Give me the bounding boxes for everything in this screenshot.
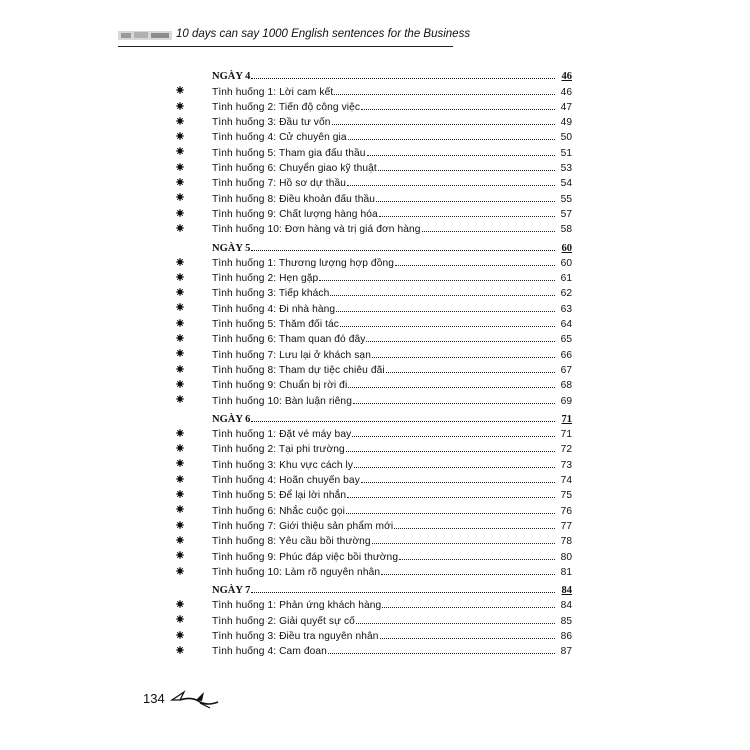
entry-page: 51 — [560, 147, 572, 159]
entry-label: Tình huống 9: Chất lượng hàng hóa — [212, 208, 378, 220]
table-of-contents — [176, 64, 572, 657]
toc-entry — [176, 128, 572, 143]
entry-page: 57 — [560, 208, 572, 220]
entry-page: 74 — [560, 475, 572, 487]
entry-label: Tình huống 10: Đơn hàng và trị giá đơn hàng — [212, 224, 421, 236]
toc-entry — [176, 330, 572, 345]
flower-bullet-icon — [176, 429, 184, 437]
toc-entry — [176, 113, 572, 128]
entry-page: 80 — [560, 551, 572, 563]
entry-page: 60 — [560, 257, 572, 269]
dot-leader — [361, 109, 555, 110]
dot-leader — [347, 497, 555, 498]
flower-bullet-icon — [176, 444, 184, 452]
flower-bullet-icon — [176, 178, 184, 186]
flower-bullet-icon — [176, 521, 184, 529]
entry-page: 53 — [560, 163, 572, 175]
dot-leader — [367, 155, 555, 156]
dot-leader — [330, 295, 555, 296]
flower-bullet-icon — [176, 505, 184, 513]
entry-page: 84 — [560, 600, 572, 612]
entry-label: Tình huống 4: Cử chuyên gia — [212, 132, 347, 144]
flower-bullet-icon — [176, 365, 184, 373]
flower-bullet-icon — [176, 258, 184, 266]
toc-entry — [176, 642, 572, 657]
toc-entry — [176, 425, 572, 440]
bird-ornament-icon — [170, 686, 220, 710]
flower-bullet-icon — [176, 86, 184, 94]
flower-bullet-icon — [176, 615, 184, 623]
dot-leader — [346, 513, 555, 514]
toc-entry — [176, 596, 572, 611]
entry-page: 81 — [560, 566, 572, 578]
toc-entry — [176, 517, 572, 532]
dot-leader — [334, 94, 555, 95]
flower-bullet-icon — [176, 224, 184, 232]
entry-label: Tình huống 3: Khu vực cách ly — [212, 459, 354, 471]
entry-label: Tình huống 2: Tiến độ công việc — [212, 101, 361, 113]
toc-entry — [176, 455, 572, 470]
entry-page: 62 — [560, 288, 572, 300]
section-heading — [176, 581, 572, 596]
dot-leader — [347, 185, 555, 186]
header-title: 10 days can say 1000 English sentences for the Business — [176, 28, 471, 40]
dot-leader — [378, 170, 555, 171]
entry-label: Tình huống 1: Thương lượng hợp đồng — [212, 257, 394, 269]
flower-bullet-icon — [176, 475, 184, 483]
toc-entry — [176, 269, 572, 284]
dot-leader — [352, 436, 555, 437]
entry-label: Tình huống 3: Đầu tư vốn — [212, 117, 331, 129]
toc-entry — [176, 299, 572, 314]
toc-entry — [176, 254, 572, 269]
dot-leader — [379, 216, 555, 217]
entry-label: Tình huống 7: Giới thiệu sản phẩm mới — [212, 520, 394, 532]
section-page: 60 — [561, 242, 572, 254]
toc-entry — [176, 174, 572, 189]
entry-page: 46 — [560, 86, 572, 98]
entry-label: Tình huống 7: Hồ sơ dự thầu — [212, 178, 347, 190]
entry-label: Tình huống 5: Để lại lời nhắn — [212, 490, 347, 502]
dot-leader — [354, 467, 555, 468]
dot-leader — [381, 574, 555, 575]
section-page: 71 — [561, 413, 572, 425]
entry-label: Tình huống 4: Hoãn chuyến bay — [212, 475, 360, 487]
dot-leader — [348, 139, 555, 140]
flower-bullet-icon — [176, 117, 184, 125]
toc-entry — [176, 284, 572, 299]
entry-label: Tình huống 10: Bàn luận riêng — [212, 395, 352, 407]
entry-page: 68 — [560, 380, 572, 392]
toc-entry — [176, 376, 572, 391]
entry-label: Tình huống 6: Tham quan đó đây — [212, 334, 366, 346]
dot-leader — [328, 653, 555, 654]
entry-label: Tình huống 5: Tham gia đấu thầu — [212, 147, 366, 159]
flower-bullet-icon — [176, 273, 184, 281]
dot-leader — [319, 280, 555, 281]
entry-label: Tình huống 6: Chuyển giao kỹ thuật — [212, 163, 377, 175]
dot-leader — [394, 528, 555, 529]
toc-entry — [176, 627, 572, 642]
toc-entry — [176, 547, 572, 562]
flower-bullet-icon — [176, 600, 184, 608]
entry-page: 49 — [560, 117, 572, 129]
entry-page: 71 — [560, 429, 572, 441]
dot-leader — [353, 403, 555, 404]
toc-entry — [176, 471, 572, 486]
toc-entry — [176, 501, 572, 516]
entry-label: Tình huống 2: Tại phi trường — [212, 444, 345, 456]
dot-leader — [399, 559, 555, 560]
entry-label: Tình huống 6: Nhắc cuộc gọi — [212, 505, 345, 517]
toc-entry — [176, 82, 572, 97]
dot-leader — [251, 592, 555, 593]
flower-bullet-icon — [176, 132, 184, 140]
toc-entry — [176, 532, 572, 547]
entry-page: 61 — [560, 273, 572, 285]
entry-page: 72 — [560, 444, 572, 456]
entry-label: Tình huống 2: Giải quyết sự cố — [212, 615, 355, 627]
entry-label: Tình huống 8: Yêu cầu bồi thường — [212, 536, 371, 548]
entry-page: 50 — [560, 132, 572, 144]
section-heading — [176, 410, 572, 425]
flower-bullet-icon — [176, 288, 184, 296]
dot-leader — [336, 311, 555, 312]
flower-bullet-icon — [176, 334, 184, 342]
entry-label: Tình huống 9: Chuẩn bị rời đi — [212, 380, 348, 392]
dot-leader — [332, 124, 555, 125]
entry-page: 69 — [560, 395, 572, 407]
entry-page: 73 — [560, 459, 572, 471]
dot-leader — [346, 451, 555, 452]
dot-leader — [251, 250, 555, 251]
flower-bullet-icon — [176, 209, 184, 217]
entry-page: 47 — [560, 101, 572, 113]
entry-label: Tình huống 4: Đi nhà hàng — [212, 303, 336, 315]
entry-page: 55 — [560, 193, 572, 205]
toc-entry — [176, 315, 572, 330]
toc-entry — [176, 563, 572, 578]
flower-bullet-icon — [176, 193, 184, 201]
entry-page: 66 — [560, 349, 572, 361]
toc-entry — [176, 159, 572, 174]
dot-leader — [348, 387, 555, 388]
dot-leader — [380, 638, 555, 639]
toc-entry — [176, 98, 572, 113]
entry-label: Tình huống 2: Hẹn gặp — [212, 273, 319, 285]
toc-entry — [176, 391, 572, 406]
toc-entry — [176, 345, 572, 360]
toc-entry — [176, 189, 572, 204]
running-header — [118, 22, 471, 48]
logo-icon — [118, 28, 172, 42]
entry-page: 63 — [560, 303, 572, 315]
entry-label: Tình huống 8: Điều khoản đấu thầu — [212, 193, 376, 205]
entry-label: Tình huống 10: Làm rõ nguyên nhân — [212, 566, 381, 578]
entry-page: 67 — [560, 364, 572, 376]
dot-leader — [366, 341, 555, 342]
section-title: NGÀY 4 — [212, 71, 251, 83]
dot-leader — [340, 326, 555, 327]
dot-leader — [356, 623, 555, 624]
entry-page: 58 — [560, 224, 572, 236]
section-heading — [176, 238, 572, 253]
toc-entry — [176, 486, 572, 501]
entry-label: Tình huống 1: Lời cam kết — [212, 86, 334, 98]
flower-bullet-icon — [176, 490, 184, 498]
entry-label: Tình huống 4: Cam đoan — [212, 646, 327, 658]
flower-bullet-icon — [176, 536, 184, 544]
dot-leader — [251, 78, 555, 79]
toc-entry — [176, 440, 572, 455]
entry-page: 64 — [560, 319, 572, 331]
entry-label: Tình huống 1: Đặt vé máy bay — [212, 429, 352, 441]
flower-bullet-icon — [176, 163, 184, 171]
section-title: NGÀY 7 — [212, 585, 251, 597]
entry-page: 76 — [560, 505, 572, 517]
entry-page: 85 — [560, 615, 572, 627]
dot-leader — [372, 357, 555, 358]
dot-leader — [251, 421, 555, 422]
entry-page: 54 — [560, 178, 572, 190]
page-number: 134 — [143, 691, 165, 706]
toc-entry — [176, 205, 572, 220]
entry-label: Tình huống 5: Thăm đối tác — [212, 319, 340, 331]
entry-page: 87 — [560, 646, 572, 658]
entry-page: 78 — [560, 536, 572, 548]
toc-entry — [176, 220, 572, 235]
flower-bullet-icon — [176, 349, 184, 357]
entry-page: 75 — [560, 490, 572, 502]
entry-label: Tình huống 3: Tiếp khách — [212, 288, 330, 300]
flower-bullet-icon — [176, 646, 184, 654]
flower-bullet-icon — [176, 551, 184, 559]
toc-entry — [176, 611, 572, 626]
flower-bullet-icon — [176, 380, 184, 388]
entry-page: 86 — [560, 630, 572, 642]
toc-entry — [176, 361, 572, 376]
section-title: NGÀY 6 — [212, 413, 251, 425]
flower-bullet-icon — [176, 459, 184, 467]
entry-page: 77 — [560, 520, 572, 532]
entry-label: Tình huống 7: Lưu lại ở khách sạn — [212, 349, 371, 361]
flower-bullet-icon — [176, 102, 184, 110]
dot-leader — [361, 482, 555, 483]
flower-bullet-icon — [176, 567, 184, 575]
dot-leader — [386, 372, 555, 373]
dot-leader — [382, 607, 555, 608]
header-rule — [118, 46, 453, 47]
flower-bullet-icon — [176, 631, 184, 639]
section-page: 84 — [561, 585, 572, 597]
flower-bullet-icon — [176, 395, 184, 403]
entry-label: Tình huống 9: Phúc đáp việc bồi thường — [212, 551, 399, 563]
entry-label: Tình huống 1: Phản ứng khách hàng — [212, 600, 382, 612]
flower-bullet-icon — [176, 147, 184, 155]
entry-page: 65 — [560, 334, 572, 346]
flower-bullet-icon — [176, 303, 184, 311]
dot-leader — [376, 201, 555, 202]
entry-label: Tình huống 3: Điều tra nguyên nhân — [212, 630, 379, 642]
entry-label: Tình huống 8: Tham dự tiệc chiêu đãi — [212, 364, 385, 376]
toc-entry — [176, 143, 572, 158]
section-title: NGÀY 5 — [212, 242, 251, 254]
dot-leader — [395, 265, 555, 266]
section-heading — [176, 67, 572, 82]
flower-bullet-icon — [176, 319, 184, 327]
dot-leader — [372, 543, 555, 544]
dot-leader — [422, 231, 555, 232]
section-page: 46 — [561, 71, 572, 83]
